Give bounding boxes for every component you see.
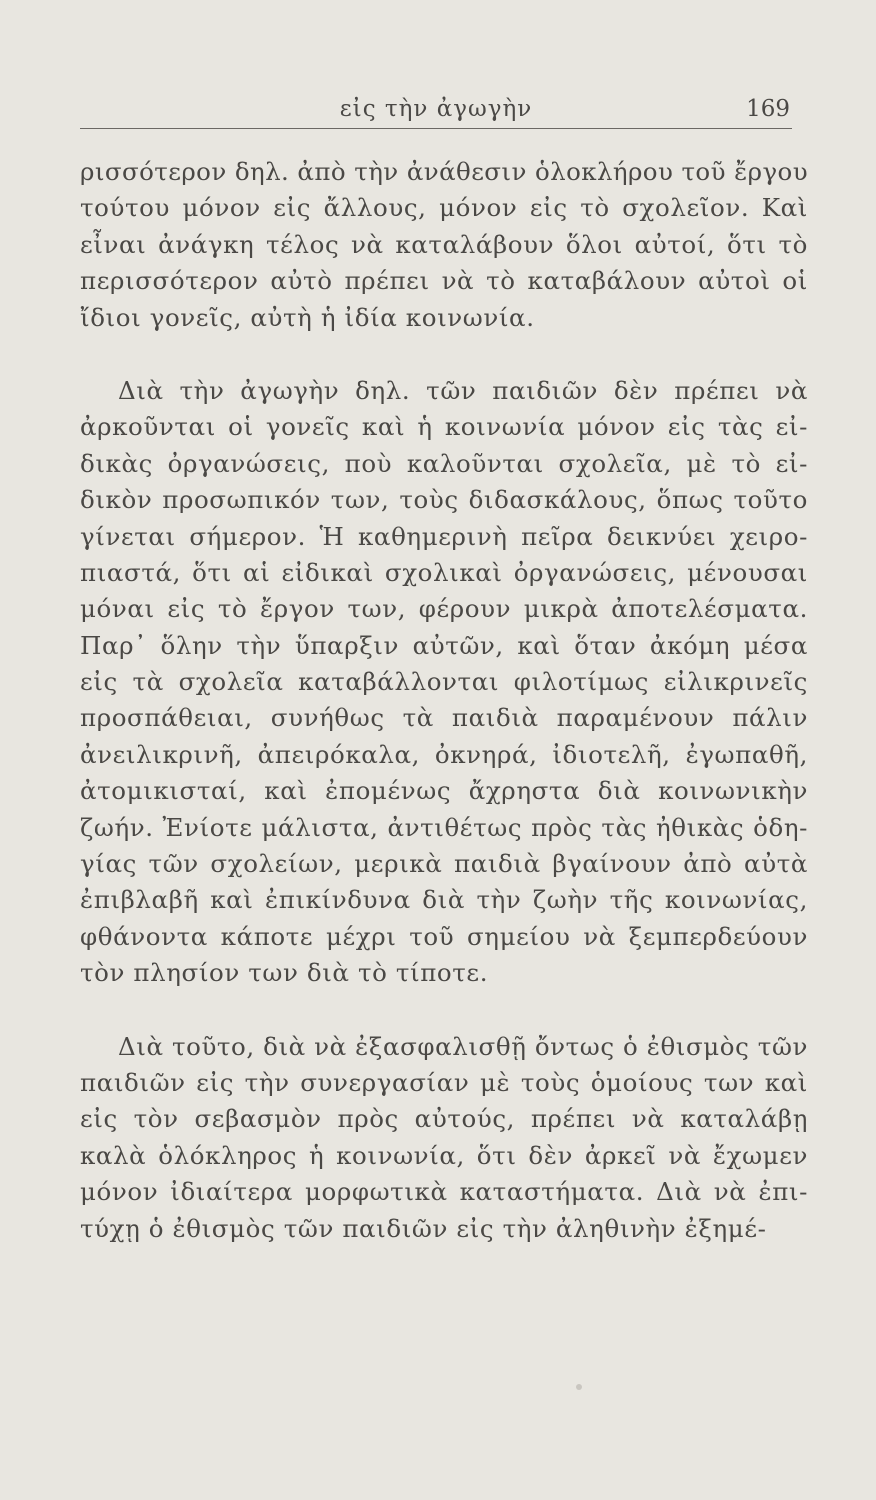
text-line: εἰς τὰ σχολεῖα καταβάλλονται φιλοτίμως εἰλικρινεῖς [80, 667, 808, 697]
paragraph-gap [80, 336, 808, 373]
text-line: καλὰ ὁλόκληρος ἡ κοινωνία, ὅτι δὲν ἀρκεῖ νὰ ἔχωμεν [80, 1140, 808, 1170]
text-line: ζωήν. Ἐνίοτε μάλιστα, ἀντιθέτως πρὸς τὰς ἠθικὰς ὁδη- [80, 812, 808, 842]
paragraph [80, 1029, 808, 1247]
text-line: μόνον ἰδιαίτερα μορφωτικὰ καταστήματα. Διὰ νὰ ἐπι- [80, 1177, 808, 1207]
text-line: εἰς τὸν σεβασμὸν πρὸς αὐτούς, πρέπει νὰ καταλάβῃ [80, 1104, 808, 1134]
text-line: Διὰ τοῦτο, διὰ νὰ ἐξασφαλισθῇ ὄντως ὁ ἐθισμὸς τῶν [118, 1031, 808, 1061]
text-line: ἀνειλικρινῆ, ἀπειρόκαλα, ὀκνηρά, ἰδιοτελῆ, ἐγωπαθῆ, [80, 739, 808, 769]
text-line: εἶναι ἀνάγκη τέλος νὰ καταλάβουν ὅλοι αὐτοί, ὅτι τὸ [80, 229, 808, 259]
text-line: ρισσότερον δηλ. ἀπὸ τὴν ἀνάθεσιν ὁλοκλήρου τοῦ ἔργου [80, 157, 808, 186]
text-line: τούτου μόνον εἰς ἄλλους, μόνον εἰς τὸ σχολεῖον. Καὶ [80, 193, 808, 223]
text-line: τύχῃ ὁ ἐθισμὸς τῶν παιδιῶν εἰς τὴν ἀληθινὴν ἐξημέ- [80, 1213, 767, 1243]
text-line: δικὸν προσωπικόν των, τοὺς διδασκάλους, ὅπως τοῦτο [80, 485, 808, 515]
text-line: ἴδιοι γονεῖς, αὐτὴ ἡ ἰδία κοινωνία. [80, 302, 535, 332]
page-number: 169 [746, 96, 790, 122]
running-header [80, 88, 792, 129]
ink-speck [576, 1384, 582, 1390]
text-line: γίνεται σήμερον. Ἡ καθημερινὴ πεῖρα δεικνύει χειρο- [80, 521, 808, 551]
text-line: γίας τῶν σχολείων, μερικὰ παιδιὰ βγαίνουν ἀπὸ αὐτὰ [80, 849, 808, 879]
text-line: Διὰ τὴν ἀγωγὴν δηλ. τῶν παιδιῶν δὲν πρέπει νὰ [118, 375, 808, 405]
text-line: φθάνοντα κάποτε μέχρι τοῦ σημείου νὰ ξεμπερδεύουν [80, 921, 808, 951]
text-line: ἐπιβλαβῆ καὶ ἐπικίνδυνα διὰ τὴν ζωὴν τῆς κοινωνίας, [80, 885, 808, 915]
paragraph [80, 373, 808, 992]
text-line: προσπάθειαι, συνήθως τὰ παιδιὰ παραμένουν πάλιν [80, 703, 808, 733]
text-line: περισσότερον αὐτὸ πρέπει νὰ τὸ καταβάλουν αὐτοὶ οἱ [80, 266, 808, 296]
text-line: τὸν πλησίον των διὰ τὸ τίποτε. [80, 958, 489, 988]
text-line: δικὰς ὀργανώσεις, ποὺ καλοῦνται σχολεῖα, μὲ τὸ εἰ- [80, 448, 808, 478]
text-line: παιδιῶν εἰς τὴν συνεργασίαν μὲ τοὺς ὁμοίους των καὶ [80, 1067, 808, 1097]
text-line: ἀτομικισταί, καὶ ἐπομένως ἄχρηστα διὰ κοινωνικὴν [80, 776, 808, 806]
paragraph-gap [80, 992, 808, 1029]
text-line: μόναι εἰς τὸ ἔργον των, φέρουν μικρὰ ἀποτελέσματα. [80, 594, 808, 624]
paragraph [80, 154, 808, 336]
text-line: Παρ᾿ ὅλην τὴν ὕπαρξιν αὐτῶν, καὶ ὅταν ἀκόμη μέσα [80, 630, 808, 660]
text-line: ἀρκοῦνται οἱ γονεῖς καὶ ἡ κοινωνία μόνον εἰς τὰς εἰ- [80, 412, 808, 442]
running-title: εἰς τὴν ἀγωγὴν [339, 96, 533, 122]
text-line: πιαστά, ὅτι αἱ εἰδικαὶ σχολικαὶ ὀργανώσεις, μένουσαι [80, 557, 808, 587]
body-text [80, 154, 808, 1247]
